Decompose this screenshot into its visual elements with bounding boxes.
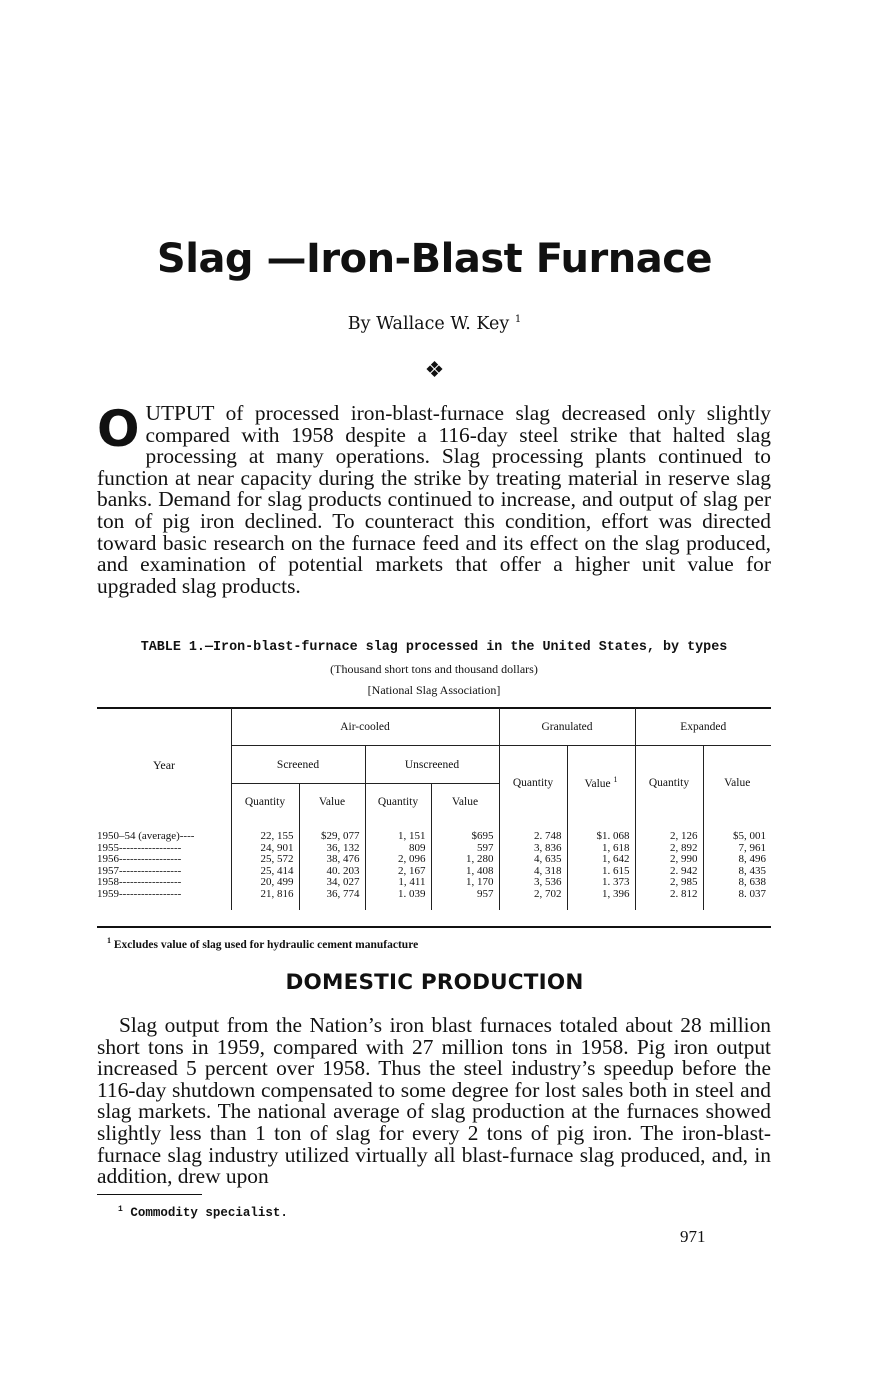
year-cell: 1959----------------- <box>97 887 182 900</box>
unscreened-quantity-cell: 2, 167 <box>365 866 431 878</box>
unscreened-quantity-cell: 1. 039 <box>365 889 431 911</box>
expanded-quantity-cell: 2. 812 <box>635 889 703 911</box>
screened-value-header: Value <box>299 784 365 820</box>
year-cell: 1955----------------- <box>97 841 182 854</box>
screened-quantity-cell: 22, 155 <box>231 819 299 843</box>
intro-text: UTPUT of processed iron-blast-furnace slag decreased only slightly compared with 1958 despite a 116-day steel strike that halted slag processing at many operations. Slag processing plants continued to function at near capacity during the strike by treating material in reserve slag banks. Demand for slag products continued to increase, and output of slag per ton of pig iron declined. To counteract this condition, effort was directed toward basic research on the furnace feed and its effect on the slag produced, and examination of potential markets that offer a higher unit value for upgraded slag products. <box>97 401 771 598</box>
granulated-quantity-cell: 3, 836 <box>499 843 567 855</box>
value-footnote-mark: 1 <box>613 775 618 785</box>
unscreened-quantity-cell: 2, 096 <box>365 854 431 866</box>
expanded-quantity-cell: 2, 985 <box>635 877 703 889</box>
table-row <box>97 877 771 889</box>
table-footnote <box>107 936 418 951</box>
air-cooled-header: Air-cooled <box>231 708 499 746</box>
table-subtitle-source: [National Slag Association] <box>367 683 501 697</box>
expanded-value-cell: 8, 638 <box>703 877 771 889</box>
screened-value-cell: 36, 774 <box>299 889 365 911</box>
table-row <box>97 819 771 843</box>
unscreened-quantity-cell: 1, 411 <box>365 877 431 889</box>
page-title: Slag —Iron-Blast Furnace <box>156 236 713 282</box>
unscreened-value-cell: $695 <box>431 819 499 843</box>
author-name: By Wallace W. Key <box>347 314 510 334</box>
granulated-quantity-cell: 2. 748 <box>499 819 567 843</box>
unscreened-quantity-cell: 1, 151 <box>365 819 431 843</box>
unscreened-value-cell: 1, 280 <box>431 854 499 866</box>
table-subtitle-units: (Thousand short tons and thousand dollars) <box>330 662 538 676</box>
expanded-value-cell: $5, 001 <box>703 819 771 843</box>
expanded-header: Expanded <box>635 708 771 746</box>
page-number: 971 <box>680 1227 706 1246</box>
granulated-value-cell: 1. 373 <box>567 877 635 889</box>
year-cell: 1956----------------- <box>97 853 182 865</box>
production-paragraph: Slag output from the Nation’s iron blast furnaces totaled about 28 million short tons in 1959, compared with 27 million tons in 1958. Pig iron output increased 5 percent over 1958. Thus the steel industry’s speedup before the 116-day shutdown compensated to some degree for lost sales both in steel and slag markets. The national average of slag production at the furnaces showed slightly less than 1 ton of slag for every 2 tons of pig iron. The iron-blast-furnace slag industry utilized virtually all blast-furnace slag produced, and, in addition, drew upon <box>97 1013 771 1189</box>
unscreened-header: Unscreened <box>365 746 499 784</box>
expanded-quantity-header: Quantity <box>635 746 703 820</box>
granulated-quantity-cell: 3, 536 <box>499 877 567 889</box>
screened-quantity-cell: 20, 499 <box>231 877 299 889</box>
screened-quantity-cell: 25, 572 <box>231 854 299 866</box>
screened-quantity-cell: 24, 901 <box>231 843 299 855</box>
screened-quantity-cell: 25, 414 <box>231 866 299 878</box>
author-line <box>0 314 869 334</box>
table-footnote-text: Excludes value of slag used for hydraulic cement manufacture <box>113 938 419 951</box>
section-heading: DOMESTIC PRODUCTION <box>285 970 584 995</box>
table-footnote-mark: 1 <box>107 936 111 945</box>
page-footnote-text: Commodity specialist. <box>130 1206 288 1221</box>
screened-value-cell: 40. 203 <box>299 866 365 878</box>
screened-value-cell: 38, 476 <box>299 854 365 866</box>
unscreened-value-cell: 597 <box>431 843 499 855</box>
expanded-quantity-cell: 2, 990 <box>635 854 703 866</box>
granulated-quantity-cell: 2, 702 <box>499 889 567 911</box>
screened-value-cell: 36, 132 <box>299 843 365 855</box>
table-title: TABLE 1.—Iron-blast-furnace slag processed in the United States, by types <box>140 640 728 655</box>
expanded-value-cell: 8, 496 <box>703 854 771 866</box>
expanded-value-header: Value <box>703 746 771 820</box>
screened-value-cell: 34, 027 <box>299 877 365 889</box>
granulated-quantity-cell: 4, 635 <box>499 854 567 866</box>
screened-value-cell: $29, 077 <box>299 819 365 843</box>
screened-header: Screened <box>231 746 365 784</box>
granulated-quantity-header: Quantity <box>499 746 567 820</box>
screened-quantity-cell: 21, 816 <box>231 889 299 911</box>
page-footnote-mark: 1 <box>118 1205 123 1214</box>
footnote-rule <box>97 1194 202 1195</box>
screened-quantity-header: Quantity <box>231 784 299 820</box>
year-cell: 1958----------------- <box>97 876 182 888</box>
expanded-quantity-cell: 2, 892 <box>635 843 703 855</box>
granulated-value-cell: 1, 396 <box>567 889 635 911</box>
ornament-icon: ❖ <box>424 358 445 383</box>
expanded-value-cell: 7, 961 <box>703 843 771 855</box>
granulated-quantity-cell: 4, 318 <box>499 866 567 878</box>
table-bottom-rule <box>97 926 771 928</box>
slag-table <box>97 708 771 910</box>
unscreened-value-cell: 1, 408 <box>431 866 499 878</box>
expanded-quantity-cell: 2, 126 <box>635 819 703 843</box>
intro-paragraph <box>97 400 771 598</box>
granulated-value-cell: 1, 642 <box>567 854 635 866</box>
year-cell: 1950–54 (average)---- <box>97 830 195 842</box>
year-cell: 1957----------------- <box>97 864 182 877</box>
year-header: Year <box>152 758 176 772</box>
page-footnote <box>118 1205 288 1220</box>
table-row <box>97 854 771 866</box>
granulated-header: Granulated <box>499 708 635 746</box>
author-footnote-mark: 1 <box>514 314 522 326</box>
expanded-quantity-cell: 2. 942 <box>635 866 703 878</box>
expanded-value-cell: 8, 435 <box>703 866 771 878</box>
unscreened-value-header: Value <box>431 784 499 820</box>
granulated-value-label: Value <box>584 777 611 790</box>
unscreened-value-cell: 957 <box>431 889 499 911</box>
unscreened-quantity-cell: 809 <box>365 843 431 855</box>
unscreened-value-cell: 1, 170 <box>431 877 499 889</box>
granulated-value-cell: $1. 068 <box>567 819 635 843</box>
table-row <box>97 889 771 911</box>
granulated-value-cell: 1, 618 <box>567 843 635 855</box>
expanded-value-cell: 8. 037 <box>703 889 771 911</box>
granulated-value-header <box>567 746 635 820</box>
unscreened-quantity-header: Quantity <box>365 784 431 820</box>
drop-cap: O <box>97 400 140 458</box>
granulated-value-cell: 1. 615 <box>567 866 635 878</box>
